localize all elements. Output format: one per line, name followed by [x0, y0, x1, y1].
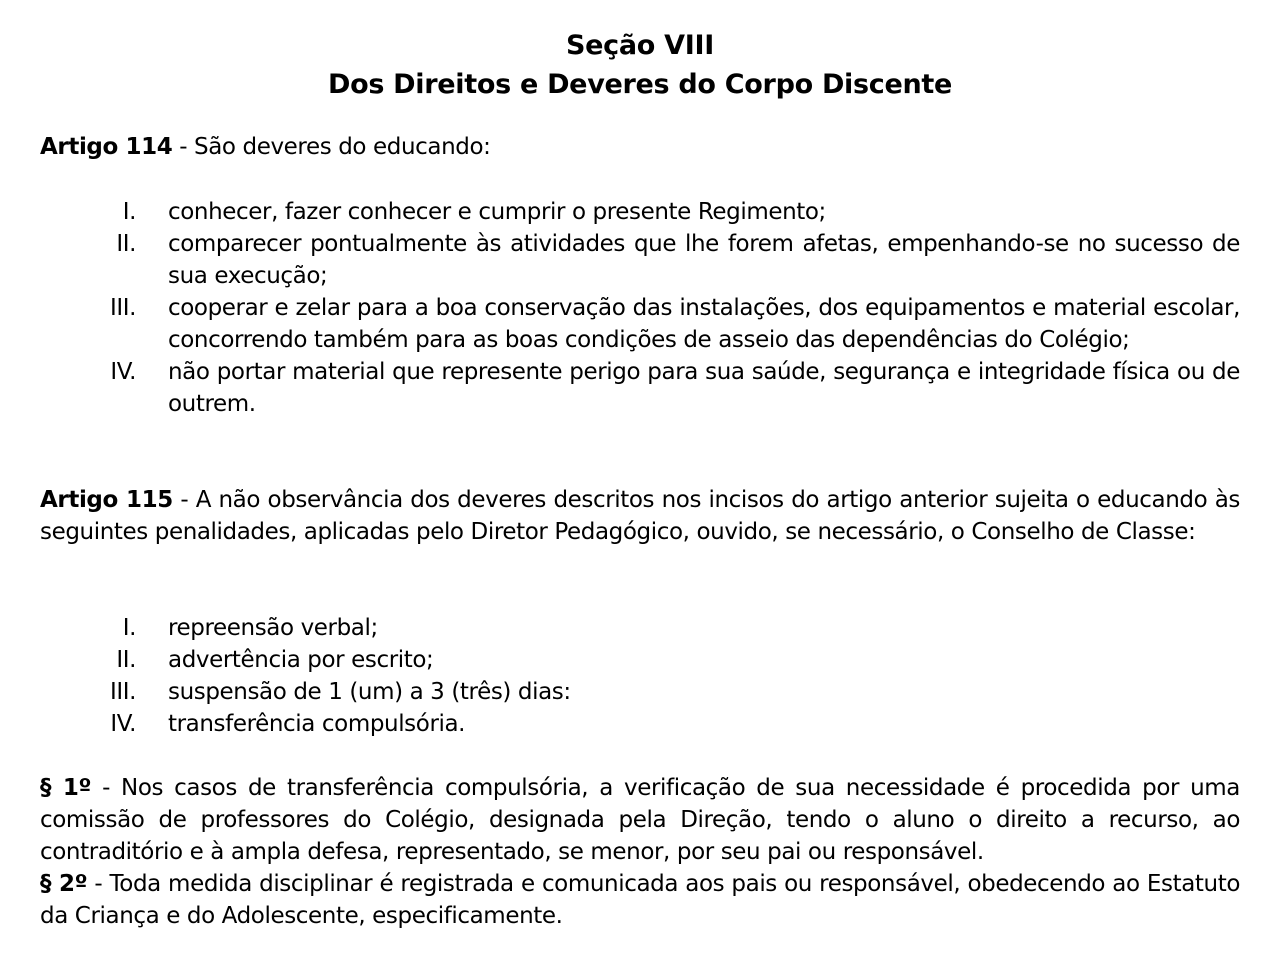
paragraph-2 — [40, 868, 1240, 932]
item-number: IV. — [110, 359, 136, 385]
item-number: III. — [109, 679, 136, 705]
article-114-list — [40, 196, 1240, 420]
item-number: I. — [122, 615, 136, 641]
paragraph-1-text: - Nos casos de transferência compulsória, a verificação de sua necessidade é procedida por uma comissão de professores do Colégio, designada pela Direção, tendo o aluno o direito a recurso, ao contraditório e à ampla defesa, representado, se menor, por seu pai ou responsável. — [40, 775, 1240, 865]
list-item — [40, 228, 1240, 292]
list-item — [40, 708, 1240, 740]
article-115-list — [40, 612, 1240, 740]
item-text: conhecer, fazer conhecer e cumprir o presente Regimento; — [168, 199, 826, 225]
paragraph-1-label: § 1º — [40, 775, 92, 801]
item-text: não portar material que represente perigo para sua saúde, segurança e integridade física ou de outrem. — [168, 359, 1240, 417]
item-text: comparecer pontualmente às atividades que lhe forem afetas, empenhando-se no sucesso de sua execução; — [168, 231, 1240, 289]
list-item — [40, 676, 1240, 708]
article-115-intro — [40, 484, 1240, 548]
item-number: I. — [122, 199, 136, 225]
paragraph-1 — [40, 772, 1240, 868]
item-text: repreensão verbal; — [168, 615, 378, 641]
section-number: Seção VIII — [566, 30, 714, 61]
list-item — [40, 644, 1240, 676]
list-item — [40, 612, 1240, 644]
article-115-label: Artigo 115 — [40, 487, 173, 513]
section-title: Dos Direitos e Deveres do Corpo Discente — [327, 69, 953, 100]
item-text: cooperar e zelar para a boa conservação das instalações, dos equipamentos e material escolar, concorrendo também para as boas condições de asseio das dependências do Colégio; — [168, 295, 1240, 353]
article-114-text: - São deveres do educando: — [172, 134, 491, 160]
list-item — [40, 356, 1240, 420]
item-text: advertência por escrito; — [168, 647, 434, 673]
list-item — [40, 292, 1240, 356]
item-text: transferência compulsória. — [168, 711, 466, 737]
item-number: II. — [116, 231, 136, 257]
item-number: IV. — [110, 711, 136, 737]
article-114-intro — [40, 131, 1240, 163]
list-item — [40, 196, 1240, 228]
section-heading — [0, 26, 1280, 104]
article-115-text: - A não observância dos deveres descritos nos incisos do artigo anterior sujeita o educando às seguintes penalidades, aplicadas pelo Diretor Pedagógico, ouvido, se necessário, o Conselho de Classe: — [40, 487, 1241, 545]
article-114-label: Artigo 114 — [40, 134, 173, 160]
paragraph-2-text: - Toda medida disciplinar é registrada e comunicada aos pais ou responsável, obedecendo ao Estatuto da Criança e do Adolescente, especificamente. — [40, 871, 1240, 929]
item-text: suspensão de 1 (um) a 3 (três) dias: — [168, 679, 571, 705]
item-number: II. — [116, 647, 136, 673]
item-number: III. — [109, 295, 136, 321]
paragraph-2-label: § 2º — [40, 871, 88, 897]
